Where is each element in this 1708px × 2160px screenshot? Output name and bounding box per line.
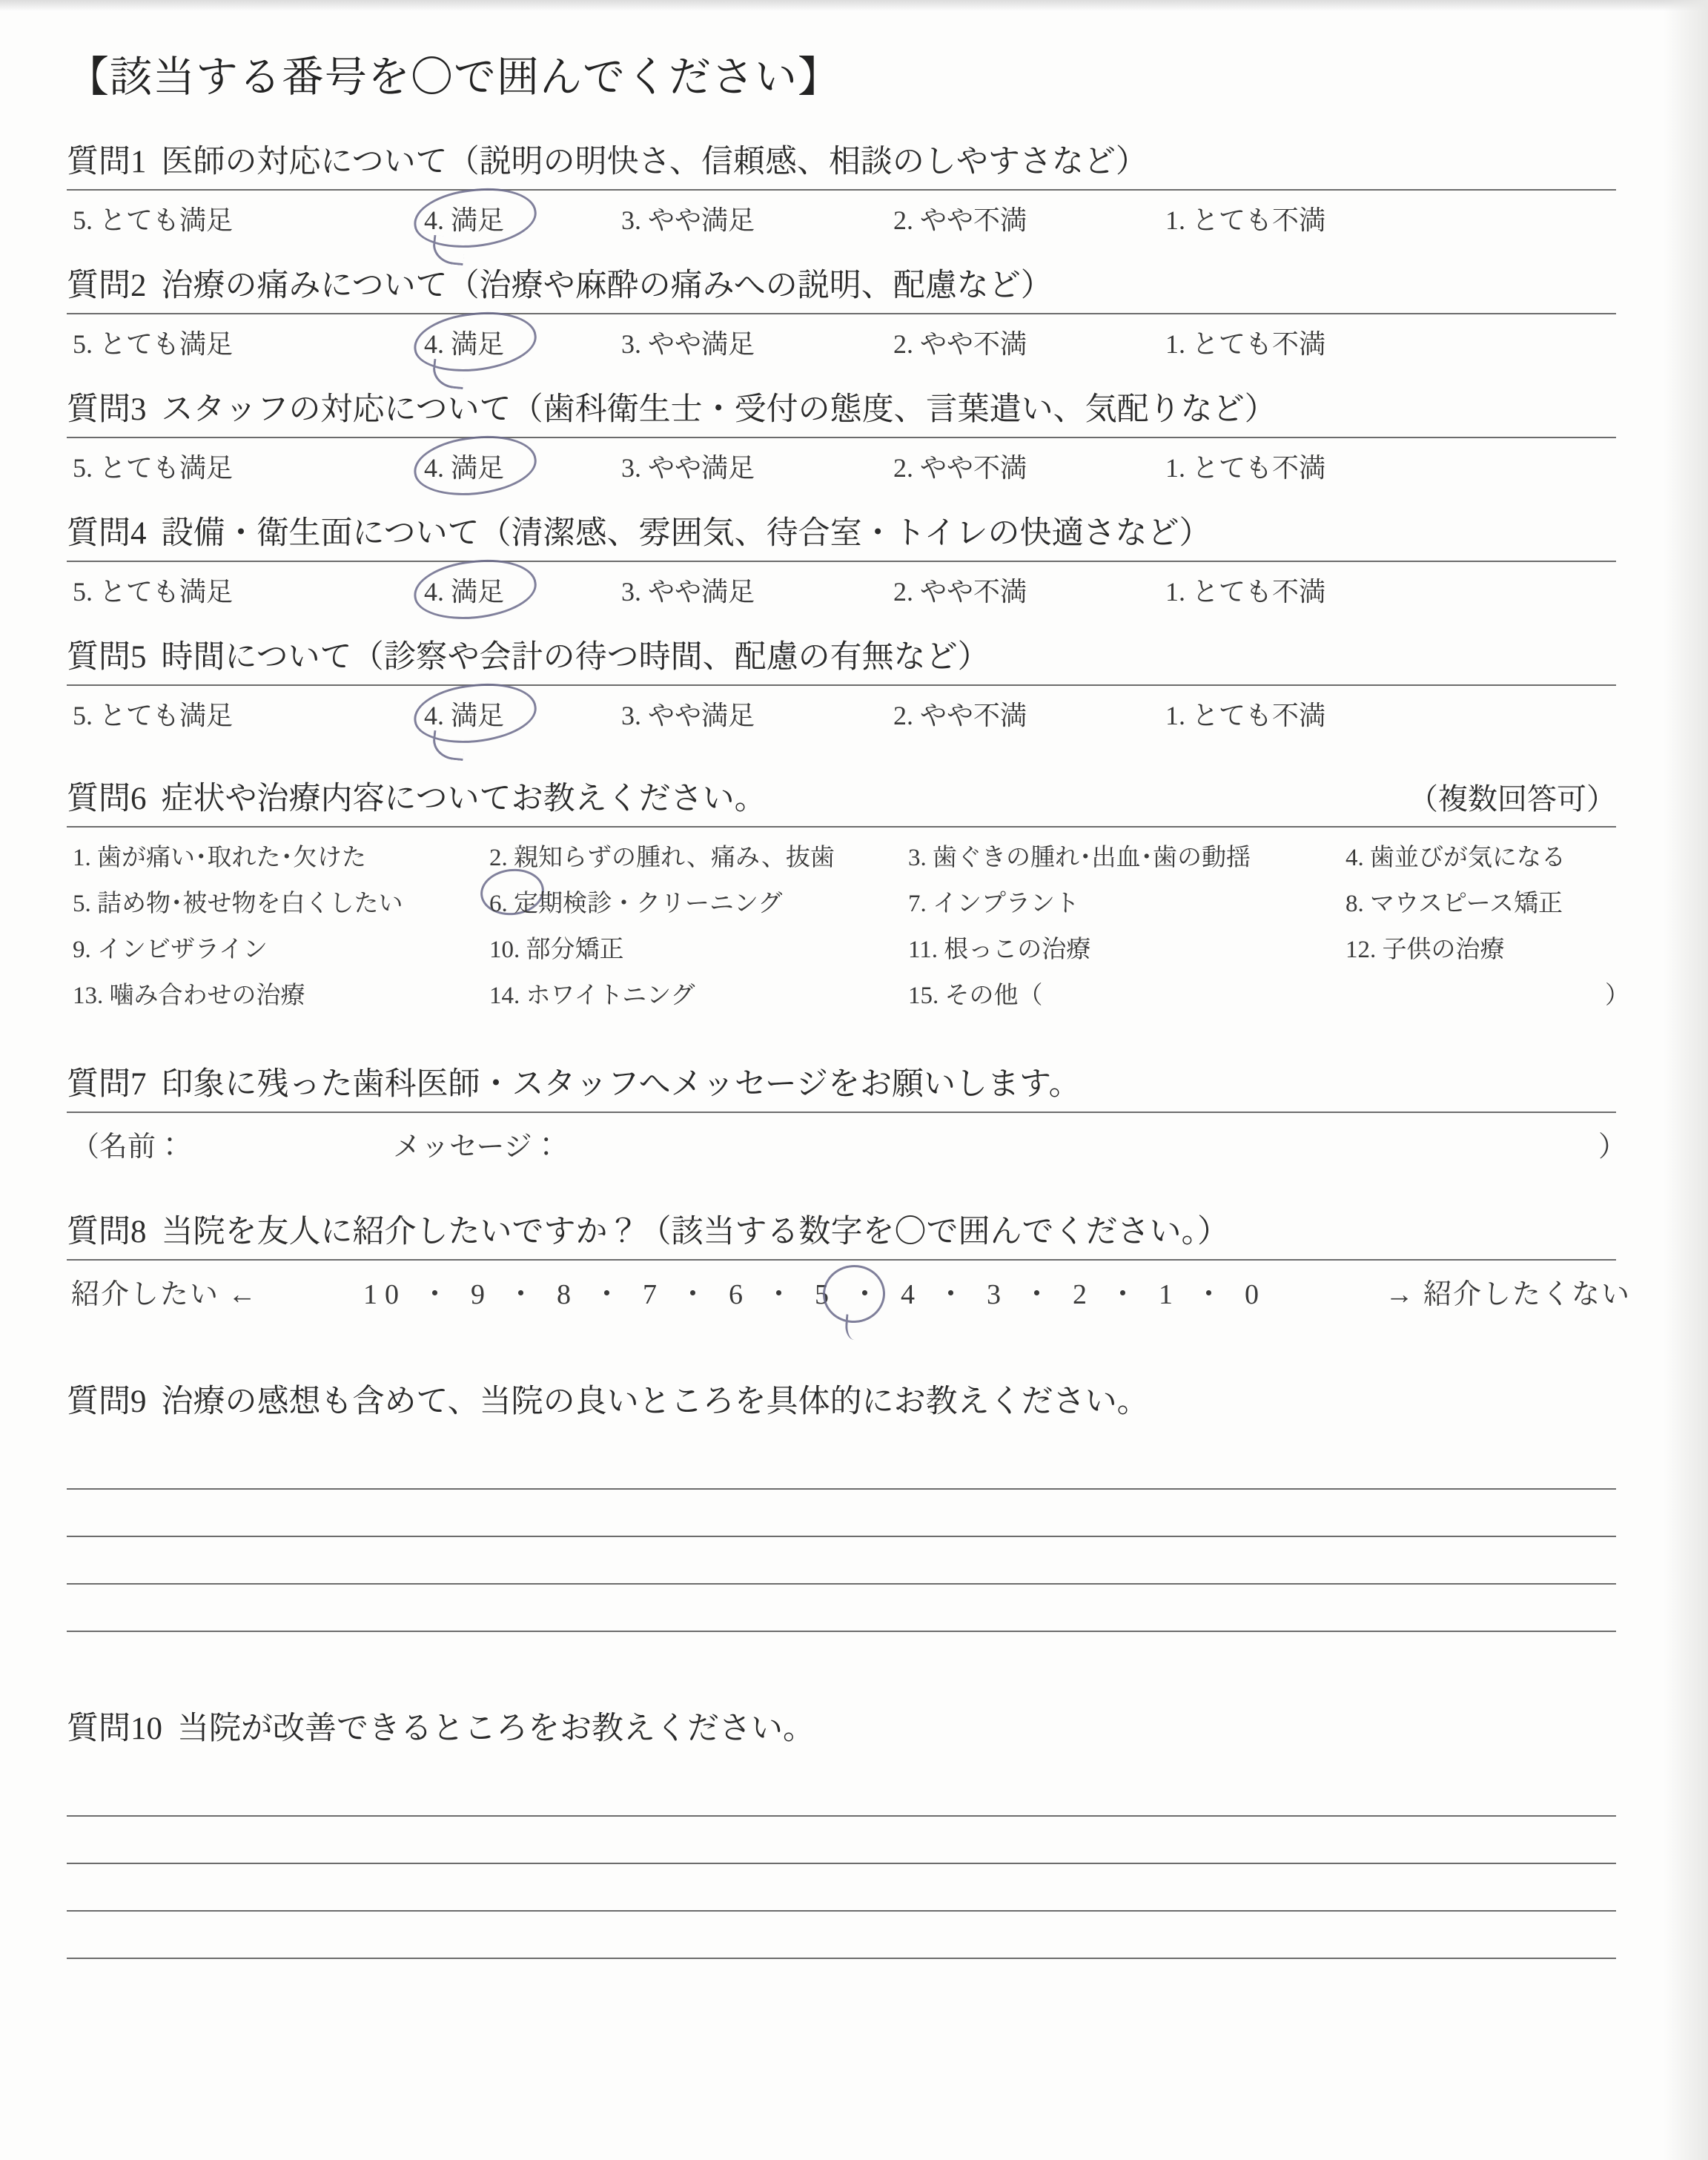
question-5-heading <box>67 632 1638 677</box>
question-4-heading <box>67 508 1638 553</box>
question-9-heading <box>67 1376 1638 1421</box>
spacer <box>67 756 1638 773</box>
q5-option-1[interactable]: 1. とても不満 <box>1165 701 1326 730</box>
q2-option-3[interactable]: 3. やや満足 <box>621 329 755 359</box>
q6-option-row <box>67 884 1638 930</box>
answer-line[interactable] <box>67 1817 1616 1864</box>
spacer <box>67 1189 1638 1206</box>
q7-close-paren: ） <box>1598 1132 1626 1163</box>
question-2-scale <box>67 314 1638 365</box>
q3-option-1[interactable]: 1. とても不満 <box>1165 453 1326 483</box>
question-1-heading <box>67 136 1638 182</box>
question-10-answer-area[interactable] <box>67 1756 1638 1959</box>
q6-option-row <box>67 838 1638 884</box>
q6-option-3[interactable]: 3. 歯ぐきの腫れ･出血･歯の動揺 <box>908 845 1251 871</box>
question-block-5 <box>67 632 1638 736</box>
q2-option-5[interactable]: 5. とても満足 <box>73 329 234 359</box>
q3-option-2[interactable]: 2. やや不満 <box>893 453 1027 483</box>
question-block-3 <box>67 384 1638 489</box>
q6-option-14[interactable]: 14. ホワイトニング <box>489 982 695 1009</box>
q6-option-row <box>67 976 1638 1022</box>
q7-message-label[interactable]: メッセージ： <box>393 1132 560 1163</box>
question-4-text: 設備・衛生面について（清潔感、雰囲気、待合室・トイレの快適さなど） <box>161 516 1211 551</box>
spacer <box>67 1651 1638 1703</box>
question-8-label: 質問8 <box>67 1215 147 1249</box>
answer-line[interactable] <box>67 1490 1616 1537</box>
scan-edge-top <box>0 0 1708 12</box>
question-3-label: 質問3 <box>67 392 147 427</box>
spacer <box>67 1342 1638 1376</box>
q1-option-1[interactable]: 1. とても不満 <box>1165 205 1326 235</box>
q3-option-5[interactable]: 5. とても満足 <box>73 453 234 483</box>
q5-option-5[interactable]: 5. とても満足 <box>73 701 234 730</box>
answer-line[interactable] <box>67 1912 1616 1959</box>
q8-right-anchor: → 紹介したくない <box>1385 1279 1631 1310</box>
q4-option-3[interactable]: 3. やや満足 <box>621 577 755 607</box>
question-block-4 <box>67 508 1638 612</box>
q3-option-4[interactable]: 4. 満足 <box>424 453 505 483</box>
q6-option-10[interactable]: 10. 部分矯正 <box>489 937 624 963</box>
question-6-text: 症状や治療内容についてお教えください。 <box>161 782 767 816</box>
question-9-text: 治療の感想も含めて、当院の良いところを具体的にお教えください。 <box>161 1384 1149 1419</box>
question-2-text: 治療の痛みについて（治療や麻酔の痛みへの説明、配慮など） <box>161 268 1053 303</box>
q5-option-2[interactable]: 2. やや不満 <box>893 701 1027 730</box>
question-3-scale <box>67 438 1638 489</box>
spacer <box>67 1041 1638 1059</box>
q1-option-5[interactable]: 5. とても満足 <box>73 205 234 235</box>
q8-number-scale[interactable]: 10 ・ 9 ・ 8 ・ 7 ・ 6 ・ 5 ・ 4 ・ 3 ・ 2 ・ 1 ・ 0 <box>363 1279 1267 1310</box>
question-3-heading <box>67 384 1638 429</box>
q6-option-4[interactable]: 4. 歯並びが気になる <box>1345 845 1566 871</box>
question-9-answer-area[interactable] <box>67 1429 1638 1632</box>
question-7-text: 印象に残った歯科医師・スタッフへメッセージをお願いします。 <box>161 1067 1081 1102</box>
q6-option-9[interactable]: 9. インビザライン <box>73 937 268 963</box>
q6-option-6[interactable]: 6. 定期検診・クリーニング <box>489 891 783 917</box>
question-2-label: 質問2 <box>67 268 147 303</box>
q6-option-7[interactable]: 7. インプラント <box>908 891 1079 917</box>
question-6-options-grid <box>67 828 1638 1022</box>
answer-line[interactable] <box>67 1585 1616 1632</box>
q2-option-4[interactable]: 4. 満足 <box>424 329 505 359</box>
question-block-7 <box>67 1059 1638 1169</box>
q6-option-15[interactable]: 15. その他（ <box>908 982 1043 1009</box>
q6-option-2[interactable]: 2. 親知らずの腫れ、痛み、抜歯 <box>489 845 835 871</box>
q3-option-3[interactable]: 3. やや満足 <box>621 453 755 483</box>
question-7-label: 質問7 <box>67 1067 147 1102</box>
question-6-label: 質問6 <box>67 782 147 816</box>
question-10-text: 当院が改善できるところをお教えください。 <box>177 1711 815 1746</box>
answer-line[interactable] <box>67 1864 1616 1912</box>
question-1-text: 医師の対応について（説明の明快さ、信頼感、相談のしやすさなど） <box>161 145 1148 179</box>
question-4-label: 質問4 <box>67 516 147 551</box>
answer-line[interactable] <box>67 1442 1616 1490</box>
question-5-text: 時間について（診察や会計の待つ時間、配慮の有無など） <box>161 640 990 675</box>
answer-line[interactable] <box>67 1537 1616 1585</box>
question-8-heading <box>67 1206 1638 1252</box>
q8-left-anchor: 紹介したい ← <box>71 1279 258 1310</box>
answer-line[interactable] <box>67 1769 1616 1817</box>
q2-option-1[interactable]: 1. とても不満 <box>1165 329 1326 359</box>
q6-option-11[interactable]: 11. 根っこの治療 <box>908 937 1091 963</box>
question-block-6 <box>67 773 1638 1022</box>
question-block-10 <box>67 1703 1638 1959</box>
scan-edge-right <box>1664 0 1708 2160</box>
page-title: 【該当する番号を〇で囲んでください】 <box>67 54 841 101</box>
question-3-text: スタッフの対応について（歯科衛生士・受付の態度、言葉遣い、気配りなど） <box>161 392 1277 427</box>
q6-option-15-close-paren: ） <box>1605 982 1629 1009</box>
q6-option-12[interactable]: 12. 子供の治療 <box>1345 937 1505 963</box>
question-2-heading <box>67 260 1638 305</box>
question-8-text: 当院を友人に紹介したいですか？（該当する数字を〇で囲んでください。） <box>161 1215 1229 1249</box>
q4-option-2[interactable]: 2. やや不満 <box>893 577 1027 607</box>
question-7-fields <box>67 1113 1638 1169</box>
question-1-label: 質問1 <box>67 145 147 179</box>
q6-option-row <box>67 930 1638 976</box>
q6-option-1[interactable]: 1. 歯が痛い･取れた･欠けた <box>73 845 366 871</box>
question-6-heading-text <box>67 773 767 819</box>
question-4-scale <box>67 562 1638 612</box>
q4-option-4[interactable]: 4. 満足 <box>424 577 505 607</box>
question-8-nps-scale <box>67 1261 1638 1323</box>
q1-option-4[interactable]: 4. 満足 <box>424 205 505 235</box>
survey-sheet <box>67 30 1638 1978</box>
question-1-scale <box>67 191 1638 241</box>
question-block-9 <box>67 1376 1638 1632</box>
q2-option-2[interactable]: 2. やや不満 <box>893 329 1027 359</box>
question-5-scale <box>67 686 1638 736</box>
question-9-label: 質問9 <box>67 1384 147 1419</box>
question-7-heading <box>67 1059 1638 1104</box>
q7-name-label[interactable]: （名前： <box>71 1132 185 1163</box>
q5-option-3[interactable]: 3. やや満足 <box>621 701 755 730</box>
q6-option-13[interactable]: 13. 噛み合わせの治療 <box>73 982 305 1009</box>
question-6-note: （複数回答可） <box>1409 782 1616 816</box>
question-5-label: 質問5 <box>67 640 147 675</box>
question-10-heading <box>67 1703 1638 1748</box>
question-6-heading <box>67 773 1616 826</box>
question-block-2 <box>67 260 1638 365</box>
q1-option-2[interactable]: 2. やや不満 <box>893 205 1027 235</box>
question-block-1 <box>67 136 1638 241</box>
question-10-label: 質問10 <box>67 1711 162 1746</box>
q1-option-3[interactable]: 3. やや満足 <box>621 205 755 235</box>
question-block-8 <box>67 1206 1638 1323</box>
q4-option-1[interactable]: 1. とても不満 <box>1165 577 1326 607</box>
q4-option-5[interactable]: 5. とても満足 <box>73 577 234 607</box>
q6-option-8[interactable]: 8. マウスピース矯正 <box>1345 891 1563 917</box>
q6-option-5[interactable]: 5. 詰め物･被せ物を白くしたい <box>73 891 403 917</box>
q5-option-4[interactable]: 4. 満足 <box>424 701 505 730</box>
